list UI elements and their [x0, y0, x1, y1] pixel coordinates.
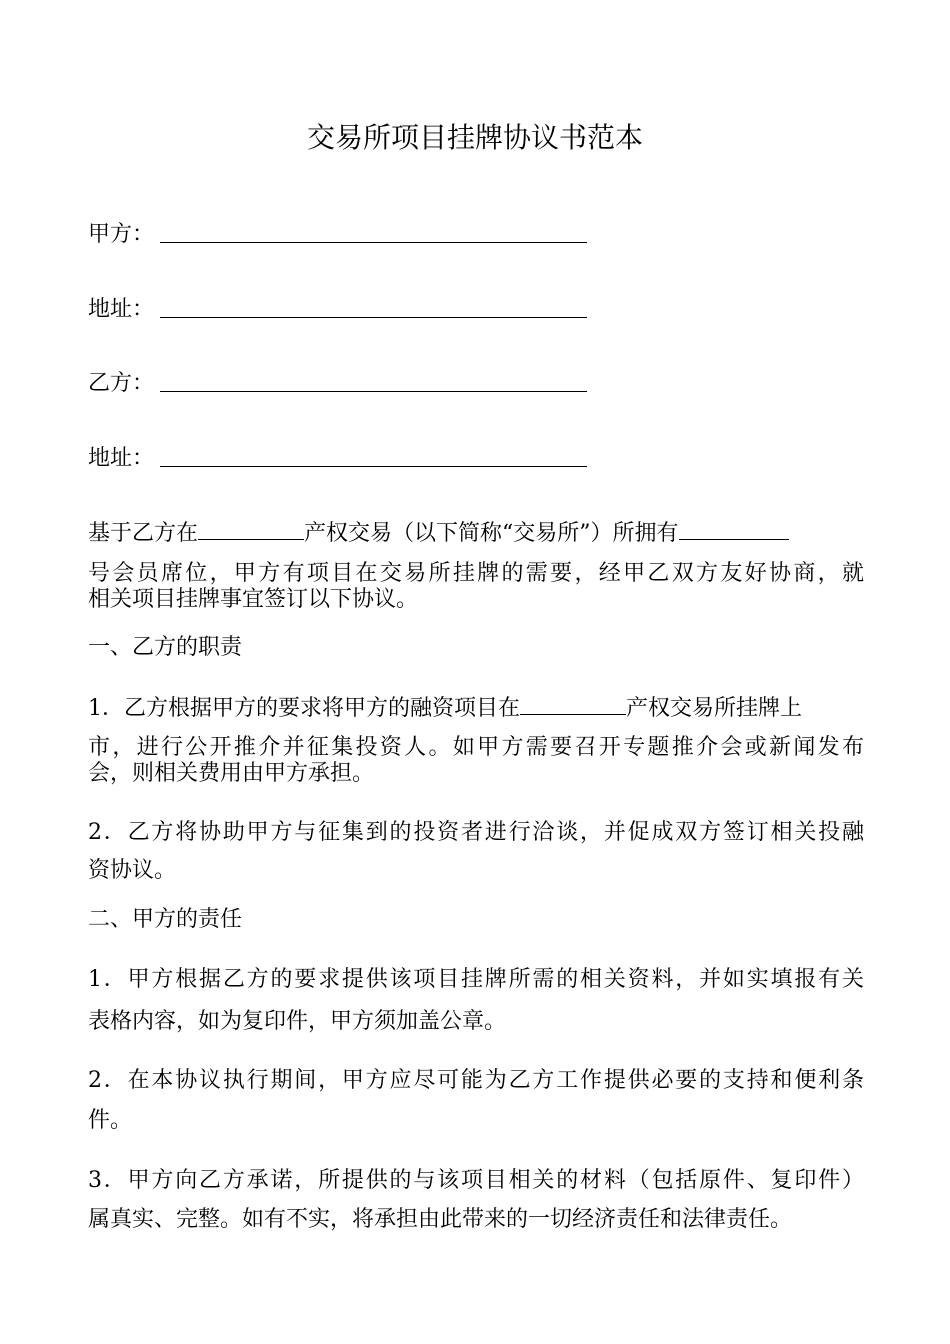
party-a-blank[interactable] [160, 242, 587, 243]
s2-item2-line-1: 2．在本协议执行期间，甲方应尽可能为乙方工作提供必要的支持和便利条 [88, 1068, 864, 1093]
exchange-location-blank[interactable] [520, 696, 626, 715]
s1-item1-line-3: 会，则相关费用由甲方承担。 [88, 761, 375, 786]
s2-item3-line-1: 3．甲方向乙方承诺，所提供的与该项目相关的材料（包括原件、复印件） [88, 1168, 864, 1193]
intro-line-2: 号会员席位，甲方有项目在交易所挂牌的需要，经甲乙双方友好协商，就 [88, 561, 864, 586]
intro-text-b: 产权交易（以下简称“交易所”）所拥有 [304, 521, 679, 546]
party-b-address-field [88, 446, 864, 472]
section-1-heading: 一、乙方的职责 [88, 635, 243, 660]
s1-item1-text-b: 产权交易所挂牌上 [626, 696, 803, 721]
party-b-label: 乙方： [88, 371, 155, 396]
intro-line-3: 相关项目挂牌事宜签订以下协议。 [88, 587, 419, 612]
seat-number-blank[interactable] [679, 521, 789, 540]
party-a-address-blank[interactable] [160, 317, 587, 318]
s1-item2-line-2: 资协议。 [88, 858, 177, 883]
s1-item2-line-1: 2．乙方将协助甲方与征集到的投资者进行洽谈，并促成双方签订相关投融 [88, 820, 864, 845]
party-a-field [88, 222, 864, 248]
document-title: 交易所项目挂牌协议书范本 [306, 121, 643, 154]
s2-item2-line-2: 件。 [88, 1108, 133, 1133]
s1-item1-line-1 [88, 696, 864, 722]
s1-item1-text-a: 1．乙方根据甲方的要求将甲方的融资项目在 [88, 696, 520, 721]
s2-item1-line-1: 1．甲方根据乙方的要求提供该项目挂牌所需的相关资料，并如实填报有关 [88, 967, 864, 992]
section-2-heading: 二、甲方的责任 [88, 907, 243, 932]
party-b-address-blank[interactable] [160, 466, 587, 467]
party-b-blank[interactable] [160, 391, 587, 392]
party-a-label: 甲方： [88, 222, 155, 247]
party-b-field [88, 371, 864, 397]
party-a-address-label: 地址： [88, 297, 155, 322]
party-a-address-field [88, 297, 864, 323]
exchange-name-blank[interactable] [198, 521, 304, 540]
intro-line-1 [88, 521, 864, 547]
intro-text-a: 基于乙方在 [88, 521, 199, 546]
party-b-address-label: 地址： [88, 446, 155, 471]
s2-item1-line-2: 表格内容，如为复印件，甲方须加盖公章。 [88, 1009, 507, 1034]
s1-item1-line-2: 市，进行公开推介并征集投资人。如甲方需要召开专题推介会或新闻发布 [88, 735, 864, 760]
s2-item3-line-2: 属真实、完整。如有不实，将承担由此带来的一切经济责任和法律责任。 [88, 1207, 793, 1232]
